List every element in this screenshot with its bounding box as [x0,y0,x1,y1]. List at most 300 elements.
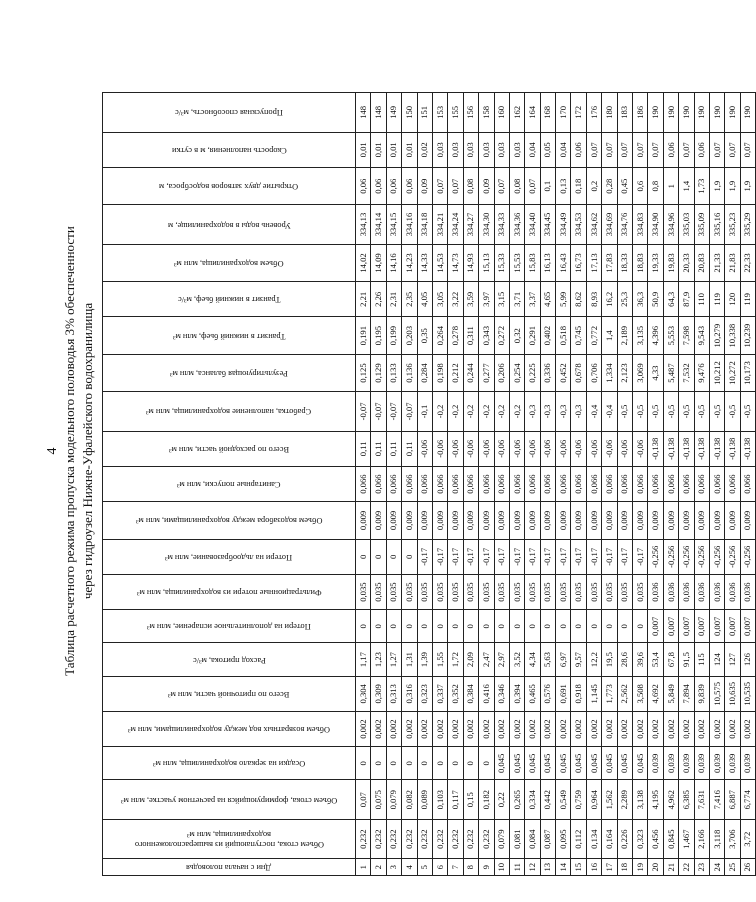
table-cell: 1,4 [602,317,617,354]
table-cell: -0,138 [679,431,694,466]
table-cell: 0,035 [386,574,401,609]
table-cell: -0,17 [509,539,524,574]
table-cell: 4,05 [417,282,432,317]
table-cell: -0,5 [663,392,678,431]
column-header [103,167,356,204]
column-header-text: Уровень воды в водохранилище, м [167,220,291,230]
table-cell: 0,277 [479,354,494,391]
table-cell: -0,2 [479,392,494,431]
table-cell: 1,39 [417,643,432,676]
table-cell: 3,05 [432,282,447,317]
table-row [356,93,371,876]
table-cell: 172 [571,93,586,133]
table-cell: 0,035 [371,574,386,609]
table-cell: -0,07 [371,392,386,431]
table-cell: 0,007 [725,610,740,643]
table-row [602,93,617,876]
table-cell: 0,06 [694,132,709,167]
table-cell: 0,576 [540,676,555,711]
table-cell: 0,009 [402,502,417,539]
table-cell: 0,009 [371,502,386,539]
table-cell: 2,189 [617,317,632,354]
table-row [725,93,740,876]
table-cell: 0,009 [494,502,509,539]
table-cell: 0 [602,610,617,643]
table-cell: 0,002 [432,711,447,746]
table-cell: 0,03 [463,132,478,167]
table-row [633,93,648,876]
table-cell: 16,43 [556,244,571,281]
table-cell: 151 [417,93,432,133]
table-cell: 156 [463,93,478,133]
table-cell: 0,28 [602,167,617,204]
table-cell: 3,069 [633,354,648,391]
table-cell: -0,06 [586,431,601,466]
table-cell: 149 [386,93,401,133]
table-cell: -0,138 [709,431,724,466]
table-cell: 0,009 [463,502,478,539]
table-cell: -0,17 [602,539,617,574]
table-cell: 160 [494,93,509,133]
column-header-text: Транзит в нижний бьеф, м³/с [177,295,281,305]
table-cell: 0,232 [386,819,401,858]
table-cell: 0,278 [448,317,463,354]
table-cell: 10,279 [709,317,724,354]
table-cell: 14,33 [417,244,432,281]
table-cell: -0,06 [633,431,648,466]
table-cell: 14 [556,859,571,876]
table-cell: 334,62 [586,205,601,244]
table-cell: -0,06 [556,431,571,466]
table-cell: 20,83 [694,244,709,281]
table-cell: -0,4 [602,392,617,431]
table-cell: 0,452 [556,354,571,391]
table-cell: 10,575 [709,676,724,711]
table-cell: 0,117 [448,780,463,819]
table-cell: 5,487 [663,354,678,391]
table-cell: 17,83 [602,244,617,281]
column-header [103,354,356,391]
column-header-text: Объем возвратных вод между водохранилищами, млн м³ [128,725,330,735]
table-cell: 0,066 [694,466,709,501]
page-number: 4 [45,447,60,455]
table-cell: 0,009 [571,502,586,539]
table-cell: 19,83 [663,244,678,281]
table-cell: 0,039 [694,747,709,780]
column-header [103,819,356,858]
table-cell: 0,01 [356,132,371,167]
table-cell: 0,066 [463,466,478,501]
table-cell: 0,129 [371,354,386,391]
table-cell: 0,066 [448,466,463,501]
table-cell: 119 [740,282,755,317]
table-row [525,93,540,876]
table-cell: 14,09 [371,244,386,281]
table-cell: 1,17 [356,643,371,676]
table-cell: 334,33 [494,205,509,244]
table-cell: 0,039 [679,747,694,780]
table-row [663,93,678,876]
table-cell: -0,5 [740,392,755,431]
column-header-text: Санитарные попуски, млн м³ [177,480,281,490]
table-cell: -0,256 [694,539,709,574]
column-header [103,282,356,317]
table-cell: 7,631 [694,780,709,819]
table-cell: 8,62 [571,282,586,317]
table-cell: 0,13 [556,167,571,204]
table-cell: 0,007 [709,610,724,643]
table-cell: 0,002 [509,711,524,746]
table-cell: 0,678 [571,354,586,391]
table-cell: 2,47 [479,643,494,676]
table-row [694,93,709,876]
table-cell: 0 [402,747,417,780]
table-cell: 0,009 [417,502,432,539]
column-header [103,431,356,466]
table-cell: -0,256 [725,539,740,574]
table-cell: 0,01 [402,132,417,167]
table-cell: 0,11 [386,431,401,466]
table-cell: 0,195 [371,317,386,354]
table-cell: 0,009 [556,502,571,539]
table-cell: 334,40 [525,205,540,244]
table-cell: 2,562 [617,676,632,711]
table-row [709,93,724,876]
table-cell: 9,57 [571,643,586,676]
table-cell: -0,17 [633,539,648,574]
table-cell: 0,045 [602,747,617,780]
table-cell: 0,036 [725,574,740,609]
table-cell: 0,01 [386,132,401,167]
table-cell: 5,99 [556,282,571,317]
table-cell: 7,598 [679,317,694,354]
table-cell: 176 [586,93,601,133]
table-cell: 150 [402,93,417,133]
table-cell: 334,21 [432,205,447,244]
table-cell: 0,002 [633,711,648,746]
table-cell: -0,2 [448,392,463,431]
table-cell: 0 [356,610,371,643]
table-cell: 190 [694,93,709,133]
column-header-text: Пропускная способность, м³/с [175,108,283,118]
table-cell: 3,37 [525,282,540,317]
table-cell: 0,066 [386,466,401,501]
column-header [103,244,356,281]
table-cell: 0,002 [694,711,709,746]
table-cell: 0,759 [571,780,586,819]
table-cell: 0,066 [509,466,524,501]
table-cell: 127 [725,643,740,676]
table-cell: 0,07 [633,132,648,167]
table-cell: 170 [556,93,571,133]
table-cell: 0,691 [556,676,571,711]
table-cell: 0,09 [479,167,494,204]
table-row [479,93,494,876]
table-cell: 0,07 [525,167,540,204]
table-cell: 0 [463,610,478,643]
table-cell: 183 [617,93,632,133]
table-cell: -0,06 [571,431,586,466]
table-cell: 4,396 [648,317,663,354]
table-cell: 0,002 [602,711,617,746]
table-cell: -0,06 [617,431,632,466]
table-cell: 0 [402,610,417,643]
column-header [103,643,356,676]
table-cell: -0,06 [540,431,555,466]
table-cell: 0,199 [386,317,401,354]
table-row [509,93,524,876]
table-cell: 0,244 [463,354,478,391]
table-cell: 4,692 [648,676,663,711]
table-cell: 0,066 [663,466,678,501]
table-cell: 0,066 [740,466,755,501]
table-cell: 0,009 [356,502,371,539]
table-cell: 0,01 [371,132,386,167]
table-cell: 1,4 [679,167,694,204]
table-cell: 162 [509,93,524,133]
table-cell: 0,03 [432,132,447,167]
table-cell: 0,035 [417,574,432,609]
table-cell: 3 [386,859,401,876]
table-cell: 0,002 [463,711,478,746]
table-row [556,93,571,876]
table-cell: 0 [571,610,586,643]
table-cell: 19 [633,859,648,876]
table-cell: 334,45 [540,205,555,244]
table-title-line-1: Таблица расчетного режима пропуска модельного половодья 3% обеспеченности [62,226,77,676]
table-cell: 0,04 [556,132,571,167]
table-cell: 0,304 [356,676,371,711]
table-cell: -0,138 [663,431,678,466]
table-cell: 190 [725,93,740,133]
table-cell: -0,2 [463,392,478,431]
table-cell: 334,16 [402,205,417,244]
table-cell: 0 [509,610,524,643]
table-cell: -0,06 [509,431,524,466]
table-cell: 335,29 [740,205,755,244]
table-cell: 0,03 [479,132,494,167]
table-cell: 0,087 [540,819,555,858]
table-cell: 0,009 [679,502,694,539]
table-cell: 0,1 [540,167,555,204]
table-cell: 14,02 [356,244,371,281]
table-cell: 17 [602,859,617,876]
table-cell: 148 [371,93,386,133]
table-cell: 5,849 [663,676,678,711]
column-header [103,610,356,643]
table-cell: 2,26 [371,282,386,317]
table-header-row [103,93,356,876]
table-cell: 0,036 [648,574,663,609]
table-cell: 0,284 [417,354,432,391]
table-cell: 1 [663,167,678,204]
table-cell: 190 [740,93,755,133]
table-cell: 1,9 [725,167,740,204]
table-cell: 0,346 [494,676,509,711]
table-cell: -0,06 [432,431,447,466]
table-cell: -0,06 [479,431,494,466]
table-row [417,93,432,876]
table-cell: 0,045 [586,747,601,780]
table-cell: -0,06 [494,431,509,466]
table-cell: 0,066 [633,466,648,501]
table-cell: 0,082 [402,780,417,819]
table-cell: -0,5 [648,392,663,431]
table-cell: 0,035 [356,574,371,609]
table-cell: 10,338 [725,317,740,354]
table-cell: 0,337 [432,676,447,711]
table-cell: 0 [432,747,447,780]
table-cell: 0,009 [525,502,540,539]
table-cell: 0,002 [356,711,371,746]
table-cell: -0,07 [386,392,401,431]
table-cell: 0,002 [556,711,571,746]
table-cell: 87,9 [679,282,694,317]
table-cell: -0,07 [402,392,417,431]
table-cell: 18 [617,859,632,876]
table-cell: 180 [602,93,617,133]
column-header-text: Фильтрационные потери из водохранилища, млн м³ [136,588,322,598]
table-cell: 0,066 [617,466,632,501]
table-cell: 53,4 [648,643,663,676]
column-header [103,859,356,876]
table-cell: -0,138 [725,431,740,466]
table-cell: 0,002 [648,711,663,746]
table-cell: 0,009 [386,502,401,539]
table-cell: 0,002 [617,711,632,746]
table-cell: 5,553 [663,317,678,354]
table-cell: 0 [371,539,386,574]
column-header [103,392,356,431]
table-cell: 15,83 [525,244,540,281]
table-cell: 0,066 [525,466,540,501]
table-cell: 7,894 [679,676,694,711]
table-row [463,93,478,876]
table-cell: 0,225 [525,354,540,391]
table-body [356,93,756,876]
table-cell: 6,774 [740,780,755,819]
table-cell: 0 [402,539,417,574]
table-cell: 0,232 [356,819,371,858]
table-cell: 14,93 [463,244,478,281]
table-cell: 0,035 [617,574,632,609]
table-cell: 0 [356,747,371,780]
table-cell: 0,039 [663,747,678,780]
table-cell: -0,5 [709,392,724,431]
column-header-text: Объем стока, поступающий из вышерасположенного водохранилища, млн м³ [134,830,324,850]
table-cell: 0,706 [586,354,601,391]
table-cell: 0,05 [540,132,555,167]
table-cell: 334,15 [386,205,401,244]
table-cell: 0,066 [725,466,740,501]
table-cell: 0,009 [663,502,678,539]
table-cell: 0,18 [571,167,586,204]
table-cell: 334,30 [479,205,494,244]
table-title-line-2: через гидроузел Нижне-Уфалейского водохранилища [80,302,95,600]
table-cell: 334,69 [602,205,617,244]
table-cell: 0,009 [602,502,617,539]
table-cell: 0,002 [417,711,432,746]
table-cell: 0,07 [586,132,601,167]
table-cell: 2,35 [402,282,417,317]
table-cell: 0 [386,539,401,574]
table-cell: 0,035 [509,574,524,609]
table-cell: 2,31 [386,282,401,317]
table-cell: 148 [356,93,371,133]
table-cell: 0,272 [494,317,509,354]
table-cell: 0,095 [556,819,571,858]
table-cell: 0,009 [617,502,632,539]
table-cell: 0,035 [571,574,586,609]
table-cell: 15 [571,859,586,876]
table-cell: 19,5 [602,643,617,676]
table-cell: 7 [448,859,463,876]
table-cell: 9,476 [694,354,709,391]
table-cell: 0,254 [509,354,524,391]
table-cell: 6,97 [556,643,571,676]
table-cell: 3,52 [509,643,524,676]
table-cell: 0,009 [479,502,494,539]
table-cell: 335,03 [679,205,694,244]
table-cell: 0,232 [448,819,463,858]
table-cell: 25,3 [617,282,632,317]
table-cell: -0,5 [725,392,740,431]
table-cell: 0,08 [463,167,478,204]
table-cell: 3,72 [740,819,755,858]
table-cell: 0,066 [371,466,386,501]
table-cell: -0,5 [633,392,648,431]
table-cell: 0,002 [571,711,586,746]
table-cell: 3,22 [448,282,463,317]
table-cell: 1,72 [448,643,463,676]
table-cell: 335,09 [694,205,709,244]
table-cell: 0,133 [386,354,401,391]
table-cell: 7,532 [679,354,694,391]
table-cell: 0,035 [463,574,478,609]
table-cell: 1 [356,859,371,876]
table-cell: 0,035 [602,574,617,609]
table-cell: 0,035 [494,574,509,609]
table-cell: 20 [648,859,663,876]
column-header-text: Осадки на зеркало водохранилища, млн м³ [152,759,306,769]
table-cell: 0,066 [679,466,694,501]
table-cell: 0,09 [417,167,432,204]
table-cell: 0,442 [540,780,555,819]
table-cell: 0,002 [494,711,509,746]
table-cell: 0,035 [556,574,571,609]
table-cell: 39,6 [633,643,648,676]
table-row [617,93,632,876]
table-cell: 0,2 [586,167,601,204]
table-cell: 2,21 [356,282,371,317]
table-cell: 0,06 [386,167,401,204]
table-cell: 0,35 [417,317,432,354]
table-cell: 0,035 [586,574,601,609]
table-cell: 16,2 [602,282,617,317]
table-cell: -0,138 [694,431,709,466]
table-cell: 10,239 [740,317,755,354]
table-cell: 0,07 [709,132,724,167]
table-cell: 0 [540,610,555,643]
table-cell: 24 [709,859,724,876]
table-cell: 9,543 [694,317,709,354]
table-cell: 4,962 [663,780,678,819]
column-header-text: Транзит в нижний бьеф, млн м³ [172,331,286,341]
column-header-text: Скорость наполнения, м в сутки [171,145,287,155]
table-cell: 1,31 [402,643,417,676]
table-cell: 0,066 [540,466,555,501]
column-header-text: Сработка, наполнение водохранилища, млн м³ [146,407,312,417]
